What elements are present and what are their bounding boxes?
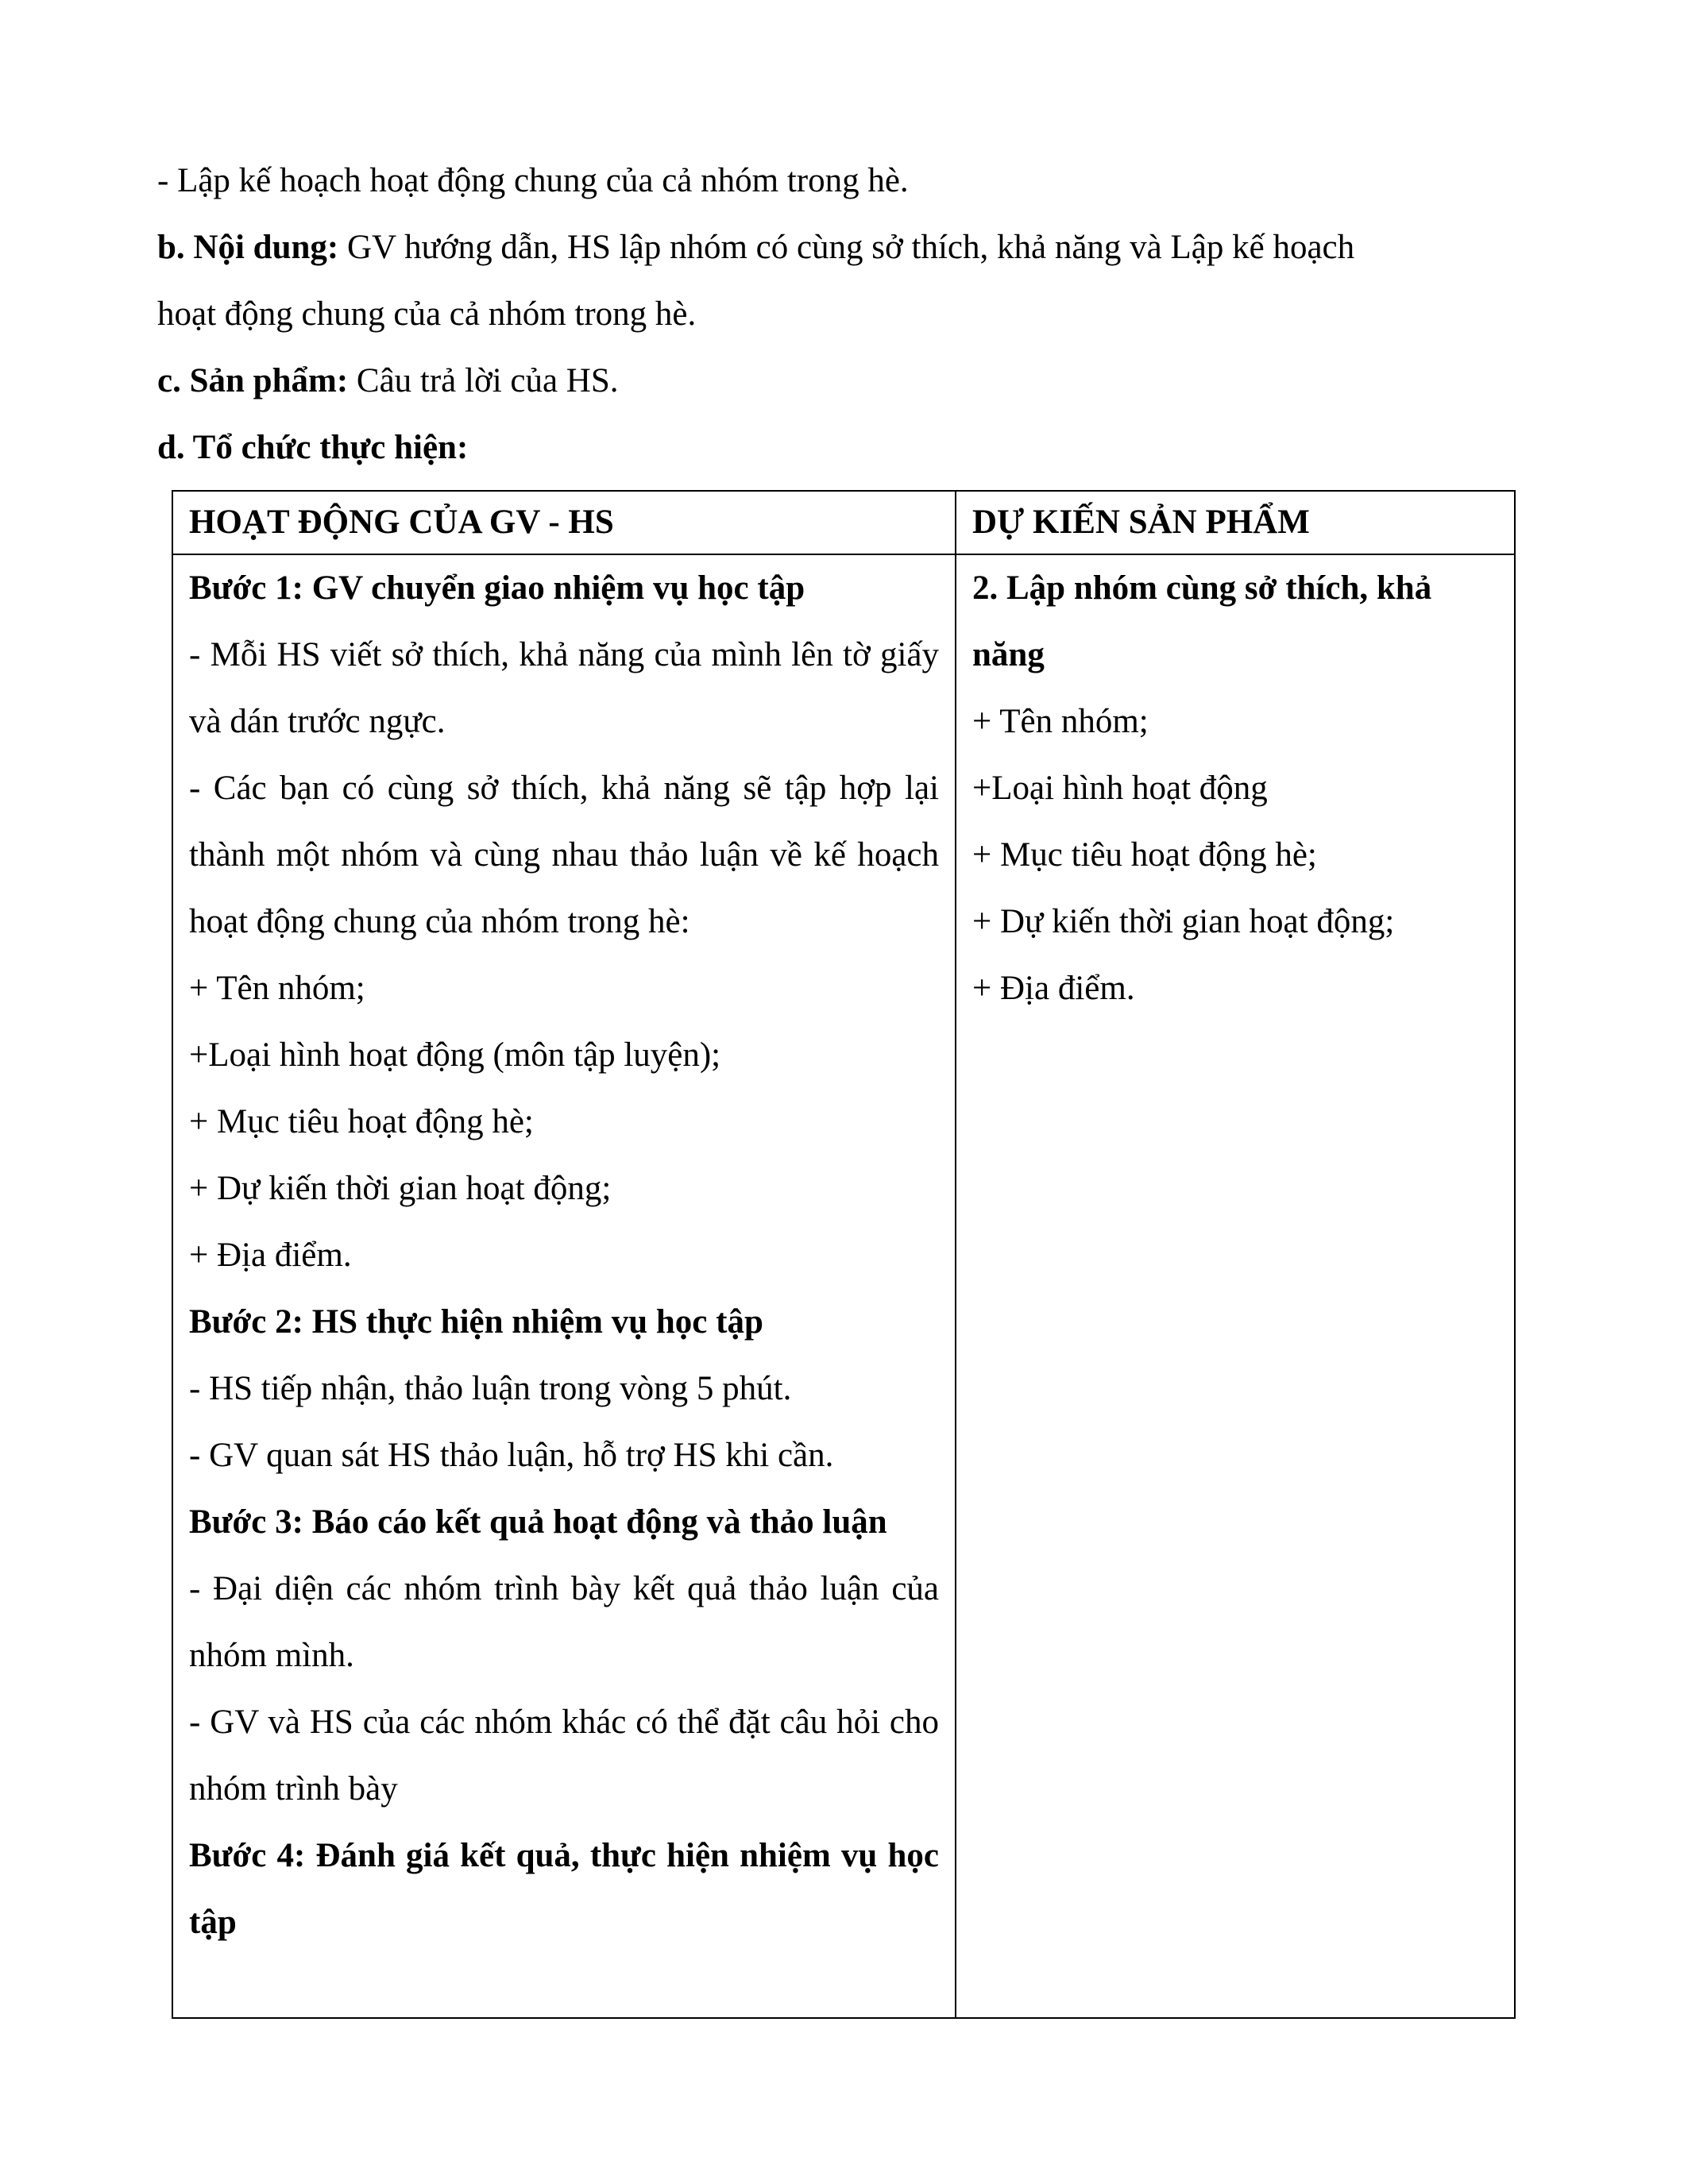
san-pham-paragraph xyxy=(157,348,1539,415)
step1-paragraph-1: - Mỗi HS viết sở thích, khả năng của mình lên tờ giấy và dán trước ngực. xyxy=(189,636,939,740)
noi-dung-text-line1: GV hướng dẫn, HS lập nhóm có cùng sở thích, khả năng và Lập kế hoạch xyxy=(338,229,1355,266)
header-cell-right xyxy=(956,491,1515,554)
activity-table xyxy=(172,490,1516,2019)
san-pham-text: Câu trả lời của HS. xyxy=(348,362,619,399)
product-item: +Loại hình hoạt động xyxy=(972,770,1268,807)
step1-item: + Mục tiêu hoạt động hè; xyxy=(189,1103,534,1140)
san-pham-label: c. Sản phẩm: xyxy=(157,362,349,399)
step4-title: Bước 4: Đánh giá kết quả, thực hiện nhiệm vụ học tập xyxy=(189,1837,939,1941)
step2-title: Bước 2: HS thực hiện nhiệm vụ học tập xyxy=(189,1303,763,1341)
product-item: + Địa điểm. xyxy=(972,970,1135,1007)
product-item: + Mục tiêu hoạt động hè; xyxy=(972,836,1317,874)
step3-paragraph-2: - GV và HS của các nhóm khác có thể đặt câu hỏi cho nhóm trình bày xyxy=(189,1704,939,1808)
header-right-text: DỰ KIẾN SẢN PHẨM xyxy=(972,504,1310,541)
noi-dung-paragraph xyxy=(157,214,1539,281)
table-header-row xyxy=(172,491,1515,554)
header-cell-left xyxy=(172,491,956,554)
noi-dung-text-line2: hoạt động chung của cả nhóm trong hè. xyxy=(157,295,697,333)
step1-item: + Tên nhóm; xyxy=(189,970,365,1007)
noi-dung-label: b. Nội dung: xyxy=(157,229,339,266)
body-cell-left xyxy=(172,554,956,2018)
intro-text: - Lập kế hoạch hoạt động chung của cả nhóm trong hè. xyxy=(157,162,909,199)
step1-title: Bước 1: GV chuyển giao nhiệm vụ học tập xyxy=(189,569,805,607)
product-item: + Tên nhóm; xyxy=(972,703,1149,740)
step2-paragraph-1: - HS tiếp nhận, thảo luận trong vòng 5 phút. xyxy=(189,1370,792,1407)
step1-item: + Dự kiến thời gian hoạt động; xyxy=(189,1170,612,1207)
header-left-text: HOẠT ĐỘNG CỦA GV - HS xyxy=(189,504,614,541)
product-item: + Dự kiến thời gian hoạt động; xyxy=(972,903,1395,940)
product-title: 2. Lập nhóm cùng sở thích, khả năng xyxy=(972,569,1432,673)
step3-paragraph-1: - Đại diện các nhóm trình bày kết quả thảo luận của nhóm mình. xyxy=(189,1570,939,1674)
step3-title: Bước 3: Báo cáo kết quả hoạt động và thảo luận xyxy=(189,1503,887,1541)
step1-item: +Loại hình hoạt động (môn tập luyện); xyxy=(189,1036,721,1074)
to-chuc-heading xyxy=(157,415,1539,481)
intro-line xyxy=(157,148,1539,214)
step1-paragraph-2: - Các bạn có cùng sở thích, khả năng sẽ tập hợp lại thành một nhóm và cùng nhau thảo luận về kế hoạch hoạt động chung của nhóm trong hè: xyxy=(189,770,939,940)
body-cell-right xyxy=(956,554,1515,2018)
table-body-row xyxy=(172,554,1515,2018)
step1-item: + Địa điểm. xyxy=(189,1237,352,1274)
noi-dung-continuation xyxy=(157,281,1539,348)
step2-paragraph-2: - GV quan sát HS thảo luận, hỗ trợ HS khi cần. xyxy=(189,1437,834,1474)
to-chuc-label: d. Tổ chức thực hiện: xyxy=(157,429,469,466)
